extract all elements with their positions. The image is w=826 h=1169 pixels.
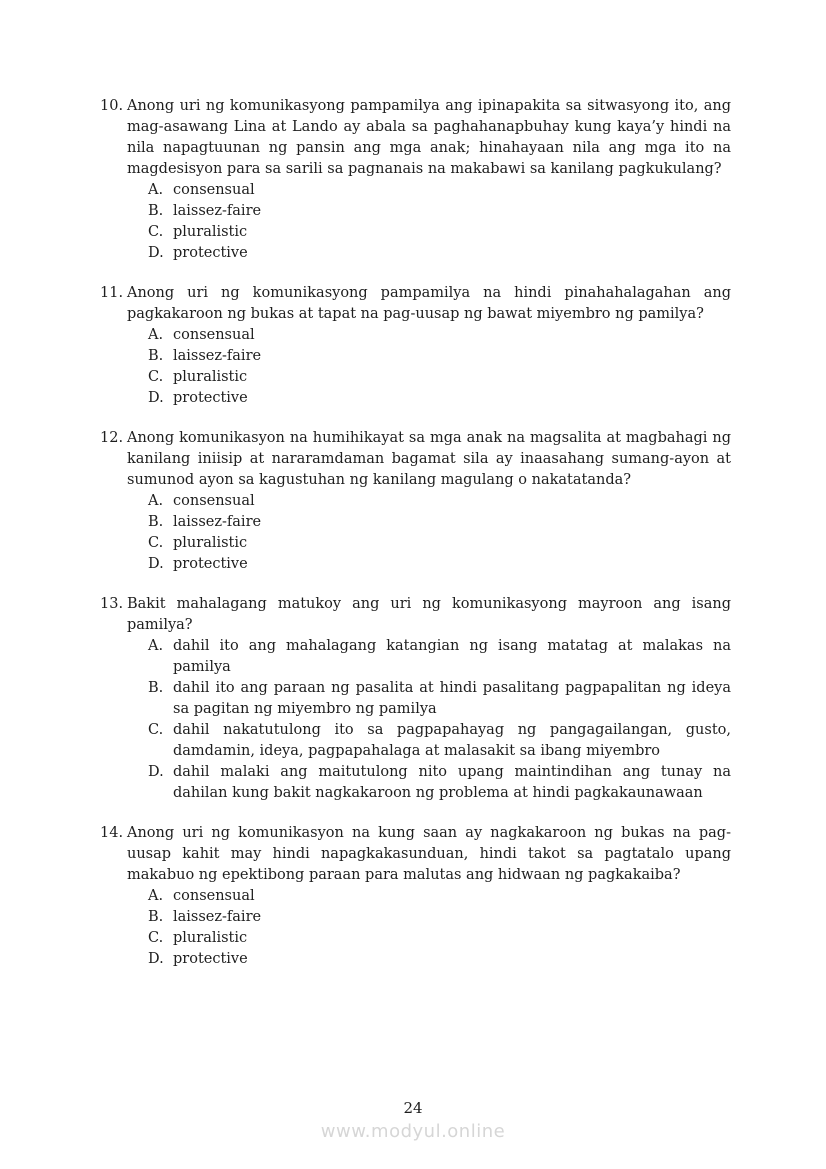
option-13-b [100, 678, 731, 720]
option-11-b-text: laissez-faire [173, 348, 262, 364]
option-11-d-text: protective [173, 390, 248, 406]
question-10-text [100, 96, 731, 180]
option-14-d [100, 949, 731, 970]
option-14-c-letter: C. [148, 930, 164, 946]
question-14-body: Anong uri ng komunikasyon na kung saan ay nagkakaroon ng bukas na pag-uusap kahit may hindi napagkakasunduan, hindi takot sa pagtatalo upang makabuo ng epektibong paraan para malutas ang hidwaan ng pagkakaiba? [127, 825, 731, 883]
question-11-options [100, 325, 731, 409]
option-10-c [100, 222, 731, 243]
option-10-c-letter: C. [148, 224, 164, 240]
option-12-d-letter: D. [148, 556, 164, 572]
question-12-body: Anong komunikasyon na humihikayat sa mga anak na magsalita at magbahagi ng kanilang iniisip at nararamdaman bagamat sila ay inaasahang sumang-ayon at sumunod ayon sa kagustuhan ng kanilang magulang o nakatatanda? [127, 430, 731, 488]
option-13-b-letter: B. [148, 680, 164, 696]
option-14-b-letter: B. [148, 909, 164, 925]
option-11-d-letter: D. [148, 390, 164, 406]
option-14-b-text: laissez-faire [173, 909, 262, 925]
option-12-d [100, 554, 731, 575]
question-13-text [100, 594, 731, 636]
question-13 [100, 594, 731, 804]
option-12-a-text: consensual [173, 493, 255, 509]
option-11-c [100, 367, 731, 388]
option-13-d-letter: D. [148, 764, 164, 780]
option-12-b-text: laissez-faire [173, 514, 262, 530]
option-11-a [100, 325, 731, 346]
option-12-c-text: pluralistic [173, 535, 248, 551]
option-13-c-text: dahil nakatutulong ito sa pagpapahayag ng pangagailangan, gusto, damdamin, ideya, pagpapahalaga at malasakit sa ibang miyembro [173, 722, 731, 759]
question-10-body: Anong uri ng komunikasyong pampamilya ang ipinapakita sa sitwasyong ito, ang mag-asawang Lina at Lando ay abala sa paghahanapbuhay kung kaya’y hindi na nila napagtuunan ng pansin ang mga anak; hinahayaan nila ang mga ito na magdesisyon para sa sarili sa pagnanais na makabawi sa kanilang pagkukulang? [127, 98, 731, 177]
question-11-body: Anong uri ng komunikasyong pampamilya na hindi pinahahalagahan ang pagkakaroon ng bukas at tapat na pag-uusap ng bawat miyembro ng pamilya? [127, 285, 731, 322]
question-10-number: 10. [100, 98, 124, 114]
question-10-options [100, 180, 731, 264]
option-12-b [100, 512, 731, 533]
option-12-a-letter: A. [148, 493, 164, 509]
option-12-a [100, 491, 731, 512]
option-11-b [100, 346, 731, 367]
option-13-d-text: dahil malaki ang maitutulong nito upang maintindihan ang tunay na dahilan kung bakit nagkakaroon ng problema at hindi pagkakaunawaan [173, 764, 731, 801]
option-13-a-letter: A. [148, 638, 164, 654]
option-14-d-letter: D. [148, 951, 164, 967]
question-13-body: Bakit mahalagang matukoy ang uri ng komunikasyong mayroon ang isang pamilya? [127, 596, 731, 633]
question-14-text [100, 823, 731, 886]
option-10-d-letter: D. [148, 245, 164, 261]
question-14-options [100, 886, 731, 970]
question-13-options [100, 636, 731, 804]
question-12-number: 12. [100, 430, 124, 446]
option-13-d [100, 762, 731, 804]
question-12 [100, 428, 731, 575]
option-13-c [100, 720, 731, 762]
option-10-b-text: laissez-faire [173, 203, 262, 219]
option-14-c [100, 928, 731, 949]
option-14-a [100, 886, 731, 907]
option-12-b-letter: B. [148, 514, 164, 530]
option-12-d-text: protective [173, 556, 248, 572]
option-10-a [100, 180, 731, 201]
question-12-text [100, 428, 731, 491]
question-14 [100, 823, 731, 970]
option-10-d-text: protective [173, 245, 248, 261]
option-14-a-letter: A. [148, 888, 164, 904]
option-14-b [100, 907, 731, 928]
option-12-c-letter: C. [148, 535, 164, 551]
option-11-a-letter: A. [148, 327, 164, 343]
option-10-a-text: consensual [173, 182, 255, 198]
option-10-a-letter: A. [148, 182, 164, 198]
question-11 [100, 283, 731, 409]
question-10 [100, 96, 731, 264]
option-11-c-text: pluralistic [173, 369, 248, 385]
option-11-c-letter: C. [148, 369, 164, 385]
option-10-c-text: pluralistic [173, 224, 248, 240]
option-13-b-text: dahil ito ang paraan ng pasalita at hindi pasalitang pagpapalitan ng ideya sa pagitan ng miyembro ng pamilya [173, 680, 731, 717]
page-number: 24 [403, 1099, 423, 1117]
option-13-c-letter: C. [148, 722, 164, 738]
option-14-d-text: protective [173, 951, 248, 967]
question-13-number: 13. [100, 596, 124, 612]
option-13-a-text: dahil ito ang mahalagang katangian ng isang matatag at malakas na pamilya [173, 638, 731, 675]
option-14-c-text: pluralistic [173, 930, 248, 946]
watermark-url: www.modyul.online [320, 1121, 506, 1142]
option-10-b [100, 201, 731, 222]
question-12-options [100, 491, 731, 575]
question-11-text [100, 283, 731, 325]
option-11-a-text: consensual [173, 327, 255, 343]
option-12-c [100, 533, 731, 554]
option-10-d [100, 243, 731, 264]
option-14-a-text: consensual [173, 888, 255, 904]
option-10-b-letter: B. [148, 203, 164, 219]
option-13-a [100, 636, 731, 678]
option-11-b-letter: B. [148, 348, 164, 364]
question-14-number: 14. [100, 825, 124, 841]
option-11-d [100, 388, 731, 409]
questions-section [100, 96, 731, 989]
question-11-number: 11. [100, 285, 124, 301]
